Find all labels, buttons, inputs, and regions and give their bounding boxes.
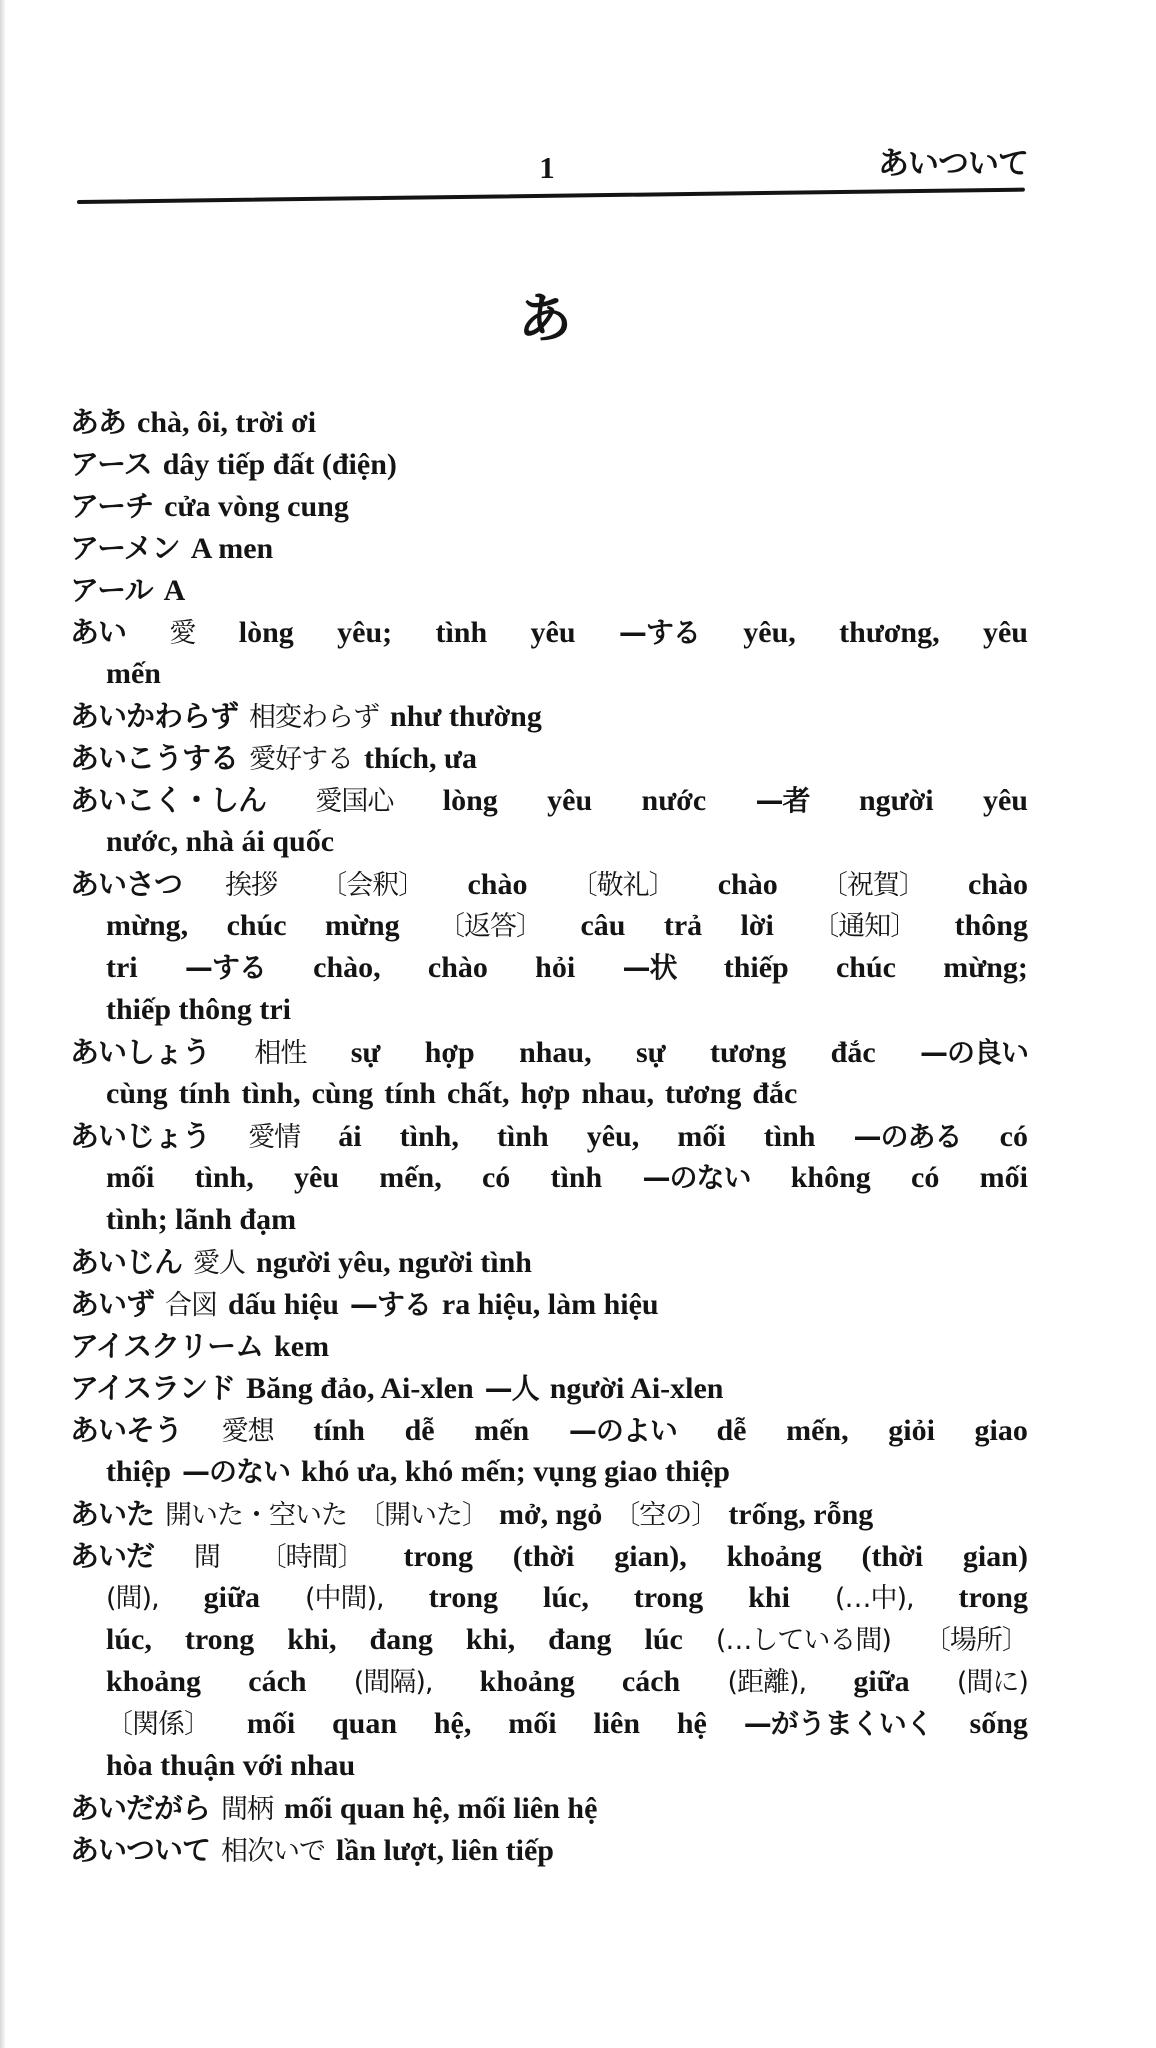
entry-line-headword <box>70 737 1028 779</box>
entry-line-continuation <box>70 1199 1028 1241</box>
vietnamese-gloss: câu <box>580 909 626 942</box>
vietnamese-gloss: A men <box>190 532 274 565</box>
vietnamese-gloss: dễ <box>404 1414 435 1447</box>
derived-form: —人 <box>484 1372 539 1405</box>
vietnamese-gloss: liên <box>593 1707 641 1740</box>
vietnamese-gloss: trống, rỗng <box>728 1498 874 1531</box>
kanji-form: 相性 <box>254 1038 307 1069</box>
dictionary-entries <box>70 401 1028 1871</box>
kanji-form: 〔敬礼〕 <box>570 870 675 901</box>
vietnamese-gloss: mừng; <box>943 951 1028 984</box>
vietnamese-gloss: sự <box>635 1036 666 1069</box>
vietnamese-gloss: khoảng <box>106 1665 202 1698</box>
vietnamese-gloss: cùng <box>311 1077 374 1110</box>
entry-line-continuation <box>70 947 1028 989</box>
kanji-form: 〔会釈〕 <box>320 870 425 901</box>
headword: アイスランド <box>70 1371 236 1405</box>
derived-form: —する <box>349 1288 431 1321</box>
kanji-form: 間柄 <box>221 1794 274 1825</box>
vietnamese-gloss: đang <box>369 1623 433 1656</box>
vietnamese-gloss: khi, <box>287 1623 337 1656</box>
entry-line-headword <box>70 611 1028 653</box>
vietnamese-gloss: mến, <box>379 1161 442 1194</box>
kanji-form: 〔通知〕 <box>812 911 917 942</box>
vietnamese-gloss: yêu <box>982 616 1028 649</box>
dictionary-entry <box>70 1325 1028 1367</box>
vietnamese-gloss: giỏi <box>888 1414 935 1447</box>
entry-line-headword <box>70 1283 1028 1325</box>
headword: アーメン <box>70 531 180 565</box>
entry-line-headword <box>70 695 1028 737</box>
vietnamese-gloss: chúc <box>226 909 287 942</box>
dictionary-entry <box>70 695 1028 737</box>
vietnamese-gloss: yêu <box>982 784 1028 817</box>
kanji-form: 愛人 <box>193 1248 246 1279</box>
vietnamese-gloss: chà, ôi, trời ơi <box>137 406 317 439</box>
entry-line-headword <box>70 485 1028 527</box>
dictionary-entry <box>70 1031 1028 1115</box>
headword: あいかわらず <box>70 699 239 733</box>
kanji-form: 相変わらず <box>249 702 380 733</box>
vietnamese-gloss: (thời <box>512 1540 575 1573</box>
vietnamese-gloss: giao <box>974 1414 1028 1447</box>
vietnamese-gloss: không <box>790 1161 871 1194</box>
vietnamese-gloss: nhau, <box>581 1077 655 1110</box>
dictionary-entry <box>70 1115 1028 1241</box>
header-rule <box>77 188 1025 204</box>
dictionary-entry <box>70 1787 1028 1829</box>
vietnamese-gloss: mến, <box>786 1414 849 1447</box>
kanji-form: 愛 <box>169 618 196 649</box>
entry-line-continuation <box>70 1703 1028 1745</box>
vietnamese-gloss: tình, <box>399 1120 459 1153</box>
kanji-form: 相次いで <box>221 1836 326 1867</box>
vietnamese-gloss: dây tiếp đất (điện) <box>162 448 397 481</box>
vietnamese-gloss: đang <box>548 1623 612 1656</box>
vietnamese-gloss: lòng <box>442 784 498 817</box>
kanji-form: 愛国心 <box>315 786 394 817</box>
vietnamese-gloss: mến <box>106 657 161 690</box>
vietnamese-gloss: tình <box>763 1120 816 1153</box>
entry-line-continuation <box>70 821 1028 863</box>
vietnamese-gloss: có <box>999 1120 1028 1153</box>
vietnamese-gloss: thương, <box>839 616 940 649</box>
dictionary-entry <box>70 863 1028 1031</box>
vietnamese-gloss: mối <box>246 1707 296 1740</box>
headword: あいこく・しん <box>70 783 267 817</box>
entry-line-headword <box>70 1409 1028 1451</box>
kanji-form: 間 <box>193 1542 220 1573</box>
vietnamese-gloss: A <box>163 574 186 607</box>
vietnamese-gloss: tình <box>496 1120 549 1153</box>
vietnamese-gloss: tình <box>435 616 488 649</box>
vietnamese-gloss: đắc <box>830 1036 876 1069</box>
kanji-form: (…中), <box>834 1583 914 1614</box>
vietnamese-gloss: lời <box>740 909 774 942</box>
vietnamese-gloss: chất, <box>446 1077 510 1110</box>
dictionary-entry <box>70 1409 1028 1493</box>
vietnamese-gloss: chào, <box>313 951 381 984</box>
entry-line-headword <box>70 1829 1028 1871</box>
vietnamese-gloss: khi, <box>465 1623 516 1656</box>
headword: あいこうする <box>70 741 239 775</box>
headword: あいついて <box>70 1833 211 1867</box>
kanji-form: 〔関係〕 <box>106 1709 210 1740</box>
vietnamese-gloss: trong <box>428 1581 499 1614</box>
derived-form: —者 <box>755 784 810 817</box>
entry-line-continuation <box>70 905 1028 947</box>
vietnamese-gloss: nhau, <box>519 1036 592 1069</box>
entry-line-continuation <box>70 1745 1028 1787</box>
vietnamese-gloss: có <box>481 1161 511 1194</box>
vietnamese-gloss: mối quan hệ, mối liên hệ <box>284 1792 598 1825</box>
vietnamese-gloss: dễ <box>716 1414 747 1447</box>
entry-line-headword <box>70 1031 1028 1073</box>
derived-form: —のない <box>642 1161 751 1194</box>
vietnamese-gloss: hệ, <box>433 1707 472 1740</box>
entry-line-headword <box>70 569 1028 611</box>
vietnamese-gloss: hệ <box>676 1707 707 1740</box>
dictionary-entry <box>70 527 1028 569</box>
dictionary-entry <box>70 401 1028 443</box>
entry-line-headword <box>70 1493 1028 1535</box>
vietnamese-gloss: cách <box>248 1665 307 1698</box>
vietnamese-gloss: tính <box>178 1077 231 1110</box>
vietnamese-gloss: Băng đảo, Ai-xlen <box>246 1372 474 1405</box>
kanji-form: (中間), <box>304 1583 384 1614</box>
headword: アール <box>70 573 153 607</box>
vietnamese-gloss: dấu hiệu <box>228 1288 339 1321</box>
headword: あいしょう <box>70 1035 211 1069</box>
entry-line-continuation <box>70 1619 1028 1661</box>
entry-line-headword <box>70 863 1028 905</box>
vietnamese-gloss: giữa <box>203 1581 260 1614</box>
dictionary-entry <box>70 1493 1028 1535</box>
entry-line-headword <box>70 1535 1028 1577</box>
dictionary-entry <box>70 1829 1028 1871</box>
vietnamese-gloss: chào <box>717 868 778 901</box>
vietnamese-gloss: quan <box>331 1707 398 1740</box>
derived-form: —の良い <box>919 1036 1028 1069</box>
kanji-form: 愛好する <box>249 744 354 775</box>
vietnamese-gloss: thiếp thông tri <box>106 993 292 1026</box>
dictionary-entry <box>70 443 1028 485</box>
dictionary-entry <box>70 611 1028 695</box>
vietnamese-gloss: lần lượt, liên tiếp <box>336 1834 554 1867</box>
vietnamese-gloss: nước <box>641 784 707 817</box>
vietnamese-gloss: người <box>858 784 934 817</box>
vietnamese-gloss: mối <box>979 1161 1028 1194</box>
vietnamese-gloss: mừng, <box>106 909 189 942</box>
vietnamese-gloss: lúc, <box>542 1581 589 1614</box>
vietnamese-gloss: trong <box>403 1540 473 1573</box>
vietnamese-gloss: tình, <box>241 1077 301 1110</box>
vietnamese-gloss: tình, <box>194 1161 254 1194</box>
headword: あいそう <box>70 1413 183 1447</box>
vietnamese-gloss: thiệp <box>106 1455 172 1488</box>
entry-line-continuation <box>70 989 1028 1031</box>
vietnamese-gloss: người yêu, người tình <box>256 1246 532 1279</box>
entry-line-headword <box>70 1241 1028 1283</box>
headword: あいじん <box>70 1245 183 1279</box>
scan-shadow-edge <box>0 0 6 2048</box>
vietnamese-gloss: người Ai-xlen <box>549 1372 724 1405</box>
headword: アイスクリーム <box>70 1329 264 1363</box>
kanji-form: (間隔), <box>353 1667 433 1698</box>
vietnamese-gloss: khoảng <box>479 1665 575 1698</box>
vietnamese-gloss: trả <box>663 909 703 942</box>
vietnamese-gloss: yêu; <box>337 616 393 649</box>
vietnamese-gloss: kem <box>274 1330 330 1363</box>
vietnamese-gloss: thông <box>954 909 1028 942</box>
kanji-form: 〔空の〕 <box>613 1500 718 1531</box>
headword: アーチ <box>70 489 154 523</box>
vietnamese-gloss: mối <box>677 1120 726 1153</box>
vietnamese-gloss: mừng <box>324 909 400 942</box>
running-head: あいついて <box>878 146 1028 182</box>
vietnamese-gloss: yêu <box>294 1161 339 1194</box>
vietnamese-gloss: chúc <box>835 951 896 984</box>
derived-form: —がうまくいく <box>743 1707 933 1740</box>
vietnamese-gloss: như thường <box>390 700 542 733</box>
vietnamese-gloss: khoảng <box>726 1540 822 1573</box>
kanji-form: (間に) <box>956 1667 1028 1698</box>
vietnamese-gloss: cách <box>621 1665 681 1698</box>
entry-line-headword <box>70 401 1028 443</box>
vietnamese-gloss: mở, ngỏ <box>499 1498 603 1531</box>
vietnamese-gloss: tri <box>106 951 138 984</box>
kanji-form: 〔祝賀〕 <box>820 870 925 901</box>
dictionary-entry <box>70 569 1028 611</box>
kanji-form: 〔返答〕 <box>438 911 543 942</box>
vietnamese-gloss: lúc <box>644 1623 683 1656</box>
derived-form: —のある <box>853 1120 962 1153</box>
dictionary-entry <box>70 1283 1028 1325</box>
vietnamese-gloss: chào <box>968 868 1028 901</box>
headword: あいさつ <box>70 867 183 901</box>
dictionary-entry <box>70 1241 1028 1283</box>
vietnamese-gloss: chào <box>427 951 488 984</box>
vietnamese-gloss: yêu <box>530 616 576 649</box>
vietnamese-gloss: yêu <box>547 784 593 817</box>
vietnamese-gloss: trong <box>633 1581 704 1614</box>
derived-form: —のよい <box>568 1414 677 1447</box>
derived-form: —のない <box>182 1455 291 1488</box>
kanji-form: 愛想 <box>221 1416 274 1447</box>
vietnamese-gloss: tình <box>550 1161 603 1194</box>
vietnamese-gloss: thiếp <box>723 951 789 984</box>
vietnamese-gloss: hợp <box>520 1077 571 1110</box>
headword: あい <box>70 615 127 649</box>
headword: あいだ <box>70 1539 155 1573</box>
vietnamese-gloss: cùng <box>106 1077 168 1110</box>
vietnamese-gloss: yêu, <box>743 616 796 649</box>
vietnamese-gloss: mến <box>474 1414 530 1447</box>
section-letter-heading: あ <box>518 287 572 350</box>
vietnamese-gloss: trong <box>184 1623 255 1656</box>
vietnamese-gloss: tương <box>710 1036 787 1069</box>
vietnamese-gloss: ra hiệu, làm hiệu <box>441 1288 659 1321</box>
kanji-form: 〔開いた〕 <box>358 1500 489 1531</box>
headword: あいた <box>70 1497 155 1531</box>
vietnamese-gloss: mối <box>508 1707 557 1740</box>
vietnamese-gloss: sự <box>350 1036 381 1069</box>
entry-line-continuation <box>70 653 1028 695</box>
vietnamese-gloss: gian), <box>614 1540 687 1573</box>
headword: あいだがら <box>70 1791 211 1825</box>
entry-line-headword <box>70 527 1028 569</box>
dictionary-entry <box>70 779 1028 863</box>
vietnamese-gloss: tương <box>665 1077 742 1110</box>
entry-line-continuation <box>70 1661 1028 1703</box>
derived-form: —する <box>618 616 700 649</box>
entry-line-headword <box>70 779 1028 821</box>
vietnamese-gloss: nước, nhà ái quốc <box>106 825 335 858</box>
vietnamese-gloss: khó ưa, khó mến; vụng giao thiệp <box>301 1455 730 1488</box>
vietnamese-gloss: lòng <box>238 616 294 649</box>
entry-line-continuation <box>70 1577 1028 1619</box>
vietnamese-gloss: yêu, <box>586 1120 640 1153</box>
headword: ああ <box>70 405 127 439</box>
vietnamese-gloss: hỏi <box>535 951 576 984</box>
vietnamese-gloss: tính <box>313 1414 365 1447</box>
headword: アース <box>70 447 152 481</box>
vietnamese-gloss: chào <box>467 868 528 901</box>
vietnamese-gloss: gian) <box>962 1540 1028 1573</box>
vietnamese-gloss: hòa thuận với nhau <box>106 1749 356 1782</box>
kanji-form: 開いた・空いた <box>165 1500 348 1531</box>
kanji-form: (間), <box>106 1583 159 1614</box>
entry-line-headword <box>70 1325 1028 1367</box>
derived-form: —状 <box>622 951 677 984</box>
entry-line-headword <box>70 1367 1028 1409</box>
vietnamese-gloss: thích, ưa <box>364 742 478 775</box>
vietnamese-gloss: sống <box>969 1707 1028 1740</box>
kanji-form: 〔時間〕 <box>259 1542 364 1573</box>
kanji-form: (距離), <box>727 1667 807 1698</box>
entry-line-continuation <box>70 1451 1028 1493</box>
kanji-form: (…している間) <box>715 1625 891 1656</box>
vietnamese-gloss: (thời <box>861 1540 924 1573</box>
vietnamese-gloss: trong <box>958 1581 1028 1614</box>
kanji-form: 合図 <box>165 1290 218 1321</box>
vietnamese-gloss: đắc <box>752 1077 798 1110</box>
dictionary-entry <box>70 1535 1028 1787</box>
entry-line-continuation <box>70 1073 1028 1115</box>
vietnamese-gloss: hợp <box>424 1036 475 1069</box>
dictionary-entry <box>70 737 1028 779</box>
vietnamese-gloss: ái <box>338 1120 362 1153</box>
vietnamese-gloss: giữa <box>853 1665 910 1698</box>
dictionary-entry <box>70 485 1028 527</box>
dictionary-entry <box>70 1367 1028 1409</box>
vietnamese-gloss: cửa vòng cung <box>164 490 349 523</box>
page-number: 1 <box>539 150 555 185</box>
kanji-form: 挨拶 <box>225 870 278 901</box>
vietnamese-gloss: mối <box>106 1161 155 1194</box>
vietnamese-gloss: tính <box>384 1077 436 1110</box>
entry-line-continuation <box>70 1157 1028 1199</box>
headword: あいず <box>70 1287 155 1321</box>
kanji-form: 〔場所〕 <box>923 1625 1028 1656</box>
vietnamese-gloss: lúc, <box>106 1623 152 1656</box>
entry-line-headword <box>70 1115 1028 1157</box>
vietnamese-gloss: khi <box>748 1581 790 1614</box>
entry-line-headword <box>70 443 1028 485</box>
entry-line-headword <box>70 1787 1028 1829</box>
vietnamese-gloss: có <box>911 1161 940 1194</box>
kanji-form: 愛情 <box>248 1122 301 1153</box>
vietnamese-gloss: tình; lãnh đạm <box>106 1203 297 1236</box>
derived-form: —する <box>184 951 266 984</box>
headword: あいじょう <box>70 1119 211 1153</box>
